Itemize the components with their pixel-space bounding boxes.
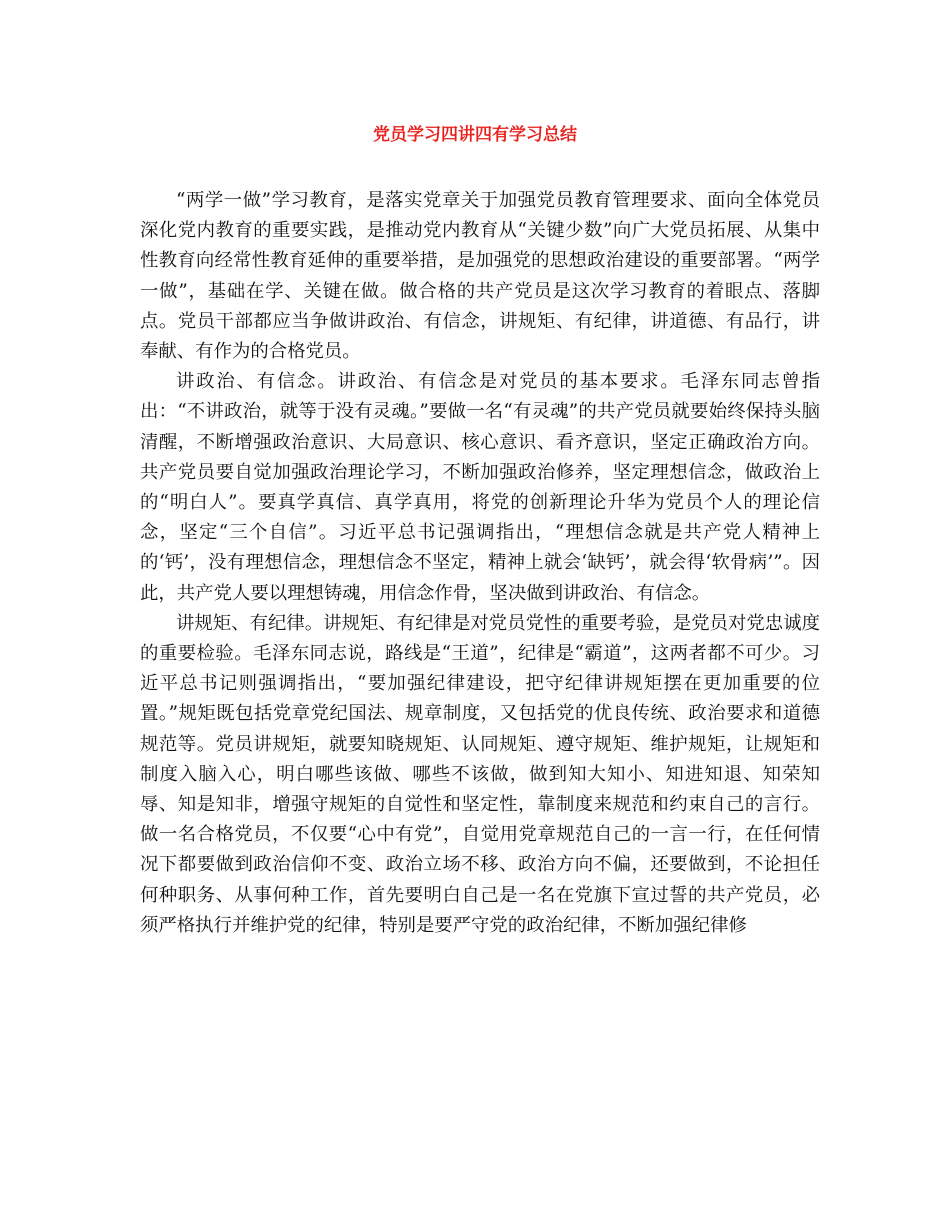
document-title: 党员学习四讲四有学习总结 xyxy=(373,125,577,145)
paragraph-rules-discipline: 讲规矩、有纪律。讲规矩、有纪律是对党员党性的重要考验，是党员对党忠诚度的重要检验。毛泽东同志说，路线是“王道”，纪律是“霸道”，这两者都不可少。习近平总书记则强调指出，“要加强纪律建设，把守纪律讲规矩摆在更加重要的位置。”规矩既包括党章党纪国法、规章制度，又包括党的优良传统、政治要求和道德规范等。党员讲规矩，就要知晓规矩、认同规矩、遵守规矩、维护规矩，让规矩和制度入脑入心，明白哪些该做、哪些不该做，做到知大知小、知进知退、知荣知辱、知是知非，增强守规矩的自觉性和坚定性，靠制度来规范和约束自己的言行。做一名合格党员，不仅要“心中有党”，自觉用党章规范自己的一言一行，在任何情况下都要做到政治信仰不变、政治立场不移、政治方向不偏，还要做到，不论担任何种职务、从事何种工作，首先要明白自己是一名在党旗下宣过誓的共产党员，必须严格执行并维护党的纪律，特别是要严守党的政治纪律，不断加强纪律修 xyxy=(140,612,820,936)
paragraph-intro: “两学一做”学习教育，是落实党章关于加强党员教育管理要求、面向全体党员深化党内教育的重要实践，是推动党内教育从“关键少数”向广大党员拓展、从集中性教育向经常性教育延伸的重要举措，是加强党的思想政治建设的重要部署。“两学一做”，基础在学、关键在做。做合格的共产党员是这次学习教育的着眼点、落脚点。党员干部都应当争做讲政治、有信念，讲规矩、有纪律，讲道德、有品行，讲奉献、有作为的合格党员。 xyxy=(140,190,820,363)
paragraph-politics-belief: 讲政治、有信念。讲政治、有信念是对党员的基本要求。毛泽东同志曾指出：“不讲政治，就等于没有灵魂。”要做一名“有灵魂”的共产党员就要始终保持头脑清醒，不断增强政治意识、大局意识、核心意识、看齐意识，坚定正确政治方向。共产党员要自觉加强政治理论学习，不断加强政治修养，坚定理想信念，做政治上的“明白人”。要真学真信、真学真用，将党的创新理论升华为党员个人的理论信念，坚定“三个自信”。习近平总书记强调指出，“理想信念就是共产党人精神上的‘钙’，没有理想信念，理想信念不坚定，精神上就会‘缺钙’，就会得‘软骨病’”。因此，共产党人要以理想铸魂，用信念作骨，坚决做到讲政治、有信念。 xyxy=(140,371,820,604)
document-body xyxy=(140,186,820,941)
